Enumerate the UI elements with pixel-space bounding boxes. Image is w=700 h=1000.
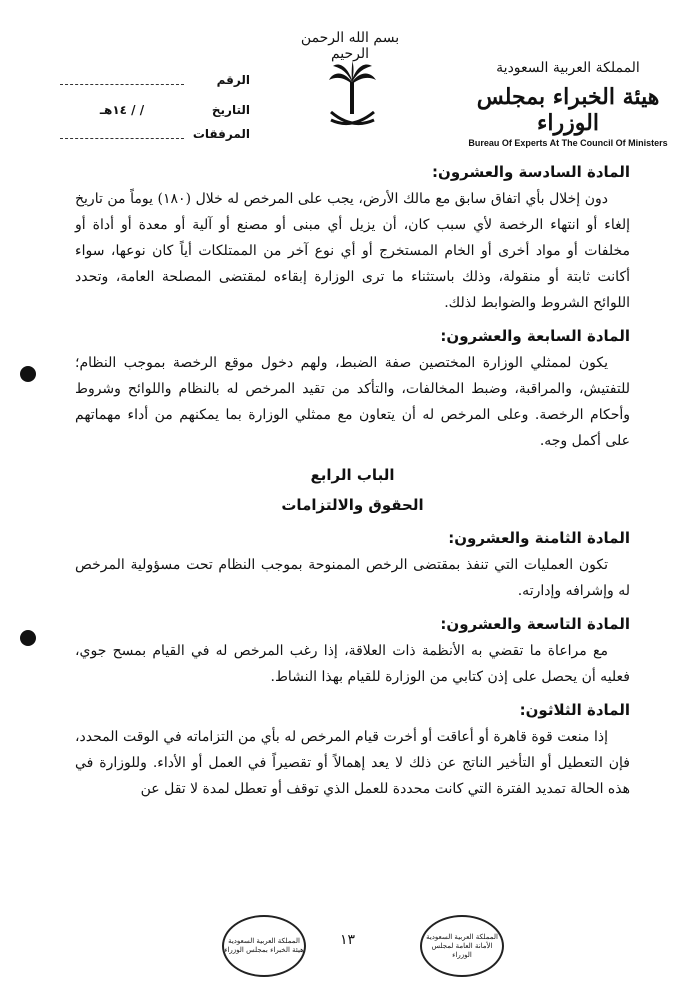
kingdom-name: المملكة العربية السعودية xyxy=(496,60,640,76)
date-label: التاريخ xyxy=(211,103,250,117)
article-26 xyxy=(75,160,630,316)
article-heading: المادة السابعة والعشرون: xyxy=(440,327,630,345)
official-seal-right xyxy=(420,915,504,977)
date-value: / / ١٤هـ xyxy=(99,103,145,117)
bureau-name-english: Bureau Of Experts At The Council Of Ministers xyxy=(468,138,668,148)
date-row xyxy=(60,100,250,120)
reference-number-row xyxy=(60,70,250,90)
reference-number-label: الرقم xyxy=(216,73,250,87)
article-29 xyxy=(75,612,630,690)
document-body xyxy=(75,160,630,810)
bureau-name-arabic: هيئة الخبراء بمجلس الوزراء xyxy=(476,84,660,136)
basmala: بسم الله الرحمن الرحيم xyxy=(300,30,400,62)
article-text: تكون العمليات التي تنفذ بمقتضى الرخص الممنوحة بموجب النظام تحت مسؤولية المرخص له وإشرافه وإدارته. xyxy=(75,557,630,599)
article-heading: المادة السادسة والعشرون: xyxy=(432,163,630,181)
page-number: ١٣ xyxy=(340,932,356,948)
article-30 xyxy=(75,698,630,802)
letterhead xyxy=(468,60,668,148)
article-text: يكون لممثلي الوزارة المختصين صفة الضبط، ولهم دخول موقع الرخصة بموجب النظام؛ للتفتيش، والمراقبة، وضبط المخالفات، والتأكد من تقيد المرخص له بالنظام واللوائح وشروط وأحكام الرخصة. وعلى المرخص له أن يتعاون مع ممثلي الوزارة بما يمكنهم من أداء مهماتهم على أكمل وجه. xyxy=(75,355,630,449)
article-text: دون إخلال بأي اتفاق سابق مع مالك الأرض، يجب على المرخص له خلال (١٨٠) يوماً من تاريخ إلغاء أو انتهاء الرخصة لأي سبب كان، أن يزيل أي مبنى أو مصنع أو آلية أو معدة أو أداة أو مخلفات أو مواد أخرى أو الخام المستخرج أو أي نوع آخر من الممتلكات أياً كان نوعها، سواء أكانت ثابتة أو منقولة، وذلك باستثناء ما ترى الوزارة إبقاءه لمقتضى المصلحة العامة، وتحدد اللوائح الشروط والضوابط لذلك. xyxy=(75,191,630,311)
seal-text: المملكة العربية السعودية الأمانة العامة لمجلس الوزراء xyxy=(426,932,498,959)
article-28 xyxy=(75,526,630,604)
palm-swords-emblem-icon xyxy=(325,60,380,140)
article-heading: المادة الثلاثون: xyxy=(519,701,630,719)
attachments-label: المرفقات xyxy=(192,127,250,141)
attachments-row xyxy=(60,124,250,144)
chapter-subtitle: الحقوق والالتزامات xyxy=(281,496,424,514)
binder-hole-icon xyxy=(20,366,36,382)
reference-number-line xyxy=(60,76,184,85)
reference-block xyxy=(60,70,250,144)
attachments-line xyxy=(60,130,184,139)
article-heading: المادة التاسعة والعشرون: xyxy=(440,615,630,633)
article-text: إذا منعت قوة قاهرة أو أعاقت أو أخرت قيام المرخص له بأي من التزاماته في الوقت المحدد، فإن التعطيل أو التأخير الناتج عن ذلك لا يعد إهمالاً أو تقصيراً في العمل أو الأداء. وللوزارة في هذه الحالة تمديد الفترة التي كانت محددة للعمل الذي توقف أو تعطل لمدة لا تقل عن xyxy=(75,729,630,797)
binder-hole-icon xyxy=(20,630,36,646)
article-heading: المادة الثامنة والعشرون: xyxy=(448,529,630,547)
article-text: مع مراعاة ما تقضي به الأنظمة ذات العلاقة، إذا رغب المرخص له في القيام بمسح جوي، فعليه أن يحصل على إذن كتابي من الوزارة للقيام بهذا النشاط. xyxy=(75,643,630,685)
chapter-title: الباب الرابع xyxy=(310,466,395,484)
seal-text: المملكة العربية السعودية هيئة الخبراء بمجلس الوزراء xyxy=(224,937,304,954)
article-27 xyxy=(75,324,630,454)
official-seal-left xyxy=(222,915,306,977)
